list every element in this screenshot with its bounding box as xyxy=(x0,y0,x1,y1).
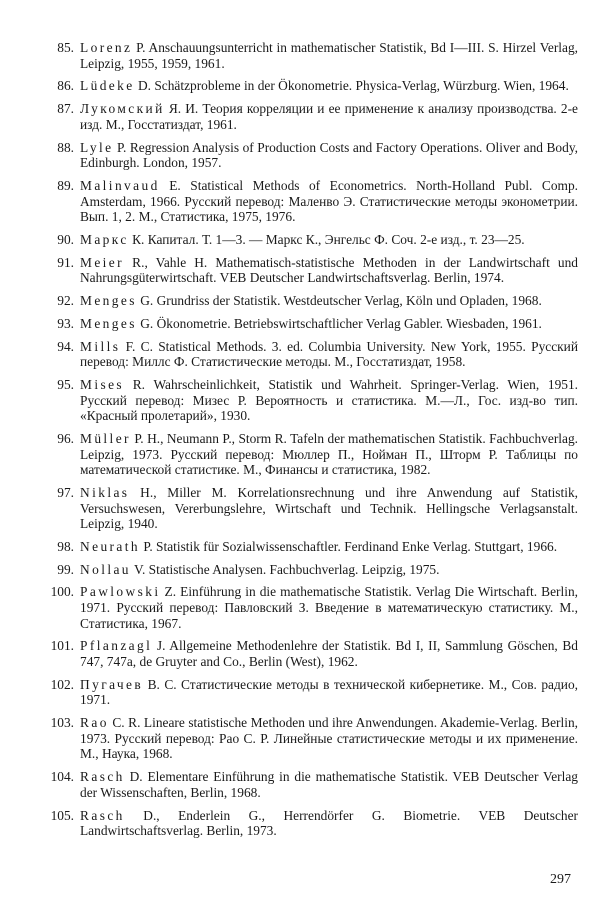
reference-number: 87. xyxy=(57,101,74,117)
reference-text xyxy=(80,562,578,578)
reference-author: Müller xyxy=(80,430,131,446)
reference-author: Rao xyxy=(80,715,109,731)
reference-details: Z. Einführung in die mathematische Statistik. Verlag Die Wirtschaft. Berlin, 1971. Русский перевод: Павловский З. Введение в математическую статистику. М., Статистика, 1967. xyxy=(80,584,578,631)
reference-number: 100. xyxy=(50,584,74,600)
reference-number: 103. xyxy=(50,715,74,731)
reference-number: 95. xyxy=(57,376,74,392)
reference-number: 92. xyxy=(57,293,74,309)
reference-text xyxy=(80,539,578,555)
reference-entry xyxy=(40,485,578,532)
reference-number: 96. xyxy=(57,430,74,446)
reference-details: В. С. Статистические методы в технической кибернетике. М., Сов. радио, 1971. xyxy=(80,676,578,708)
reference-author: Malinvaud xyxy=(80,177,160,193)
reference-entry xyxy=(40,316,578,332)
reference-entry xyxy=(40,232,578,248)
reference-text xyxy=(80,808,578,839)
reference-details: J. Allgemeine Methodenlehre der Statistik. Bd I, II, Sammlung Göschen, Bd 747, 747a, de Gruyter and Co., Berlin (West), 1962. xyxy=(80,638,578,669)
reference-details: R. Wahrscheinlichkeit, Statistik und Wahrheit. Springer-Verlag. Wien, 1951. Русский перевод: Мизес Р. Вероятность и статистика. М.—Л., Гос. изд-во тип. «Красный пролетарий», 1930. xyxy=(80,376,578,424)
reference-entry xyxy=(40,769,578,800)
reference-details: H., Miller M. Korrelationsrechnung und ihre Anwendung auf Statistik, Versuchswesen, Vererbungslehre, Wirtschaft und Technik. Hellingsche Verlagsanstalt. Leipzig, 1940. xyxy=(80,484,578,532)
reference-author: Pflanzagl xyxy=(80,638,153,654)
reference-list xyxy=(40,40,578,846)
reference-entry xyxy=(40,677,578,708)
reference-details: Я. И. Теория корреляции и ее применение к анализу производства. 2-е изд. М., Госстатиздат, 1961. xyxy=(80,101,578,132)
reference-author: Nollau xyxy=(80,561,131,577)
reference-details: К. Капитал. Т. 1—3. — Маркс К., Энгельс Ф. Соч. 2-е изд., т. 23—25. xyxy=(128,231,525,247)
reference-number: 105. xyxy=(50,807,74,823)
reference-text xyxy=(80,715,578,762)
reference-details: P. Statistik für Sozialwissenschaftler. Ferdinand Enke Verlag. Stuttgart, 1966. xyxy=(140,538,558,554)
reference-details: F. C. Statistical Methods. 3. ed. Columbia University. New York, 1955. Русский перевод: Миллс Ф. Статистические методы. М., Госстатиздат, 1958. xyxy=(80,338,578,370)
reference-text xyxy=(80,377,578,424)
reference-number: 89. xyxy=(57,177,74,193)
reference-author: Mises xyxy=(80,376,125,392)
reference-number: 101. xyxy=(50,638,74,654)
reference-entry xyxy=(40,178,578,225)
reference-author: Пугачев xyxy=(80,676,144,692)
reference-number: 90. xyxy=(57,231,74,247)
reference-number: 104. xyxy=(50,769,74,785)
reference-entry xyxy=(40,78,578,94)
reference-text xyxy=(80,485,578,532)
reference-author: Mills xyxy=(80,338,121,354)
reference-entry xyxy=(40,377,578,424)
reference-author: Menges xyxy=(80,315,137,331)
reference-entry xyxy=(40,140,578,171)
reference-text xyxy=(80,178,578,225)
reference-text xyxy=(80,769,578,800)
reference-author: Neurath xyxy=(80,538,141,554)
reference-number: 93. xyxy=(57,315,74,331)
reference-details: V. Statistische Analysen. Fachbuchverlag. Leipzig, 1975. xyxy=(130,561,440,577)
reference-entry xyxy=(40,40,578,71)
reference-number: 94. xyxy=(57,338,74,354)
reference-text xyxy=(80,101,578,132)
reference-author: Лукомский xyxy=(80,101,165,117)
reference-entry xyxy=(40,431,578,478)
reference-author: Menges xyxy=(80,293,137,309)
reference-text xyxy=(80,140,578,171)
reference-author: Niklas xyxy=(80,484,130,500)
reference-details: P. H., Neumann P., Storm R. Tafeln der mathematischen Statistik. Fachbuchverlag. Leipzig, 1973. Русский перевод: Мюллер П., Нойман П., Шторм Р. Таблицы по математической статистике. М., Финансы и статистика, 1982. xyxy=(80,430,578,478)
reference-author: Маркс xyxy=(80,231,129,247)
reference-author: Meier xyxy=(80,254,125,270)
reference-number: 86. xyxy=(57,78,74,94)
reference-number: 91. xyxy=(57,254,74,270)
reference-number: 98. xyxy=(57,538,74,554)
reference-text xyxy=(80,255,578,286)
reference-author: Lüdeke xyxy=(80,78,135,94)
reference-author: Pawlowski xyxy=(80,584,161,600)
reference-text xyxy=(80,431,578,478)
reference-author: Lorenz xyxy=(80,40,133,55)
reference-entry xyxy=(40,638,578,669)
reference-entry xyxy=(40,255,578,286)
reference-details: P. Anschauungsunterricht in mathematischer Statistik, Bd I—III. S. Hirzel Verlag, Leipzig, 1955, 1959, 1961. xyxy=(80,40,578,71)
reference-number: 99. xyxy=(57,561,74,577)
reference-entry xyxy=(40,808,578,839)
reference-number: 97. xyxy=(57,484,74,500)
reference-text xyxy=(80,78,578,94)
reference-text xyxy=(80,638,578,669)
reference-details: G. Grundriss der Statistik. Westdeutscher Verlag, Köln und Opladen, 1968. xyxy=(136,293,542,309)
reference-text xyxy=(80,40,578,71)
reference-details: D. Elementare Einführung in die mathematische Statistik. VEB Deutscher Verlag der Wissenschaften, Berlin, 1968. xyxy=(80,769,578,800)
reference-number: 85. xyxy=(57,40,74,55)
reference-entry xyxy=(40,715,578,762)
reference-text xyxy=(80,584,578,631)
reference-author: Rasch xyxy=(80,769,125,785)
reference-author: Lyle xyxy=(80,139,114,155)
reference-details: D. Schätzprobleme in der Ökonometrie. Physica-Verlag, Würzburg. Wien, 1964. xyxy=(134,78,569,94)
reference-entry xyxy=(40,293,578,309)
reference-entry xyxy=(40,562,578,578)
reference-details: D., Enderlein G., Herrendörfer G. Biometrie. VEB Deutscher Landwirtschaftsverlag. Berlin, 1973. xyxy=(80,807,578,839)
page-number: 297 xyxy=(550,872,571,887)
reference-text xyxy=(80,677,578,708)
reference-details: E. Statistical Methods of Econometrics. North-Holland Publ. Comp. Amsterdam, 1966. Русский перевод: Маленво Э. Статистические методы эконометрии. Вып. 1, 2. М., Статистика, 1975, 1976. xyxy=(80,177,578,225)
reference-details: C. R. Lineare statistische Methoden und ihre Anwendungen. Akademie-Verlag. Berlin, 1973. Русский перевод: Рао С. Р. Линейные статистические методы и их применение. М., Наука, 1968. xyxy=(80,715,578,762)
reference-entry xyxy=(40,584,578,631)
reference-text xyxy=(80,316,578,332)
reference-details: R., Vahle H. Mathematisch-statistische Methoden in der Landwirtschaft und Nahrungsgüterwirtschaft. VEB Deutscher Landwirtschaftsverlag. Berlin, 1974. xyxy=(80,254,578,286)
reference-number: 102. xyxy=(50,676,74,692)
reference-details: P. Regression Analysis of Production Costs and Factory Operations. Oliver and Body, Edinburgh. London, 1957. xyxy=(80,139,578,171)
reference-number: 88. xyxy=(57,139,74,155)
reference-entry xyxy=(40,101,578,132)
reference-text xyxy=(80,293,578,309)
reference-author: Rasch xyxy=(80,807,125,823)
reference-entry xyxy=(40,339,578,370)
reference-details: G. Ökonometrie. Betriebswirtschaftlicher Verlag Gabler. Wiesbaden, 1961. xyxy=(136,315,542,331)
reference-text xyxy=(80,232,578,248)
reference-entry xyxy=(40,539,578,555)
reference-text xyxy=(80,339,578,370)
